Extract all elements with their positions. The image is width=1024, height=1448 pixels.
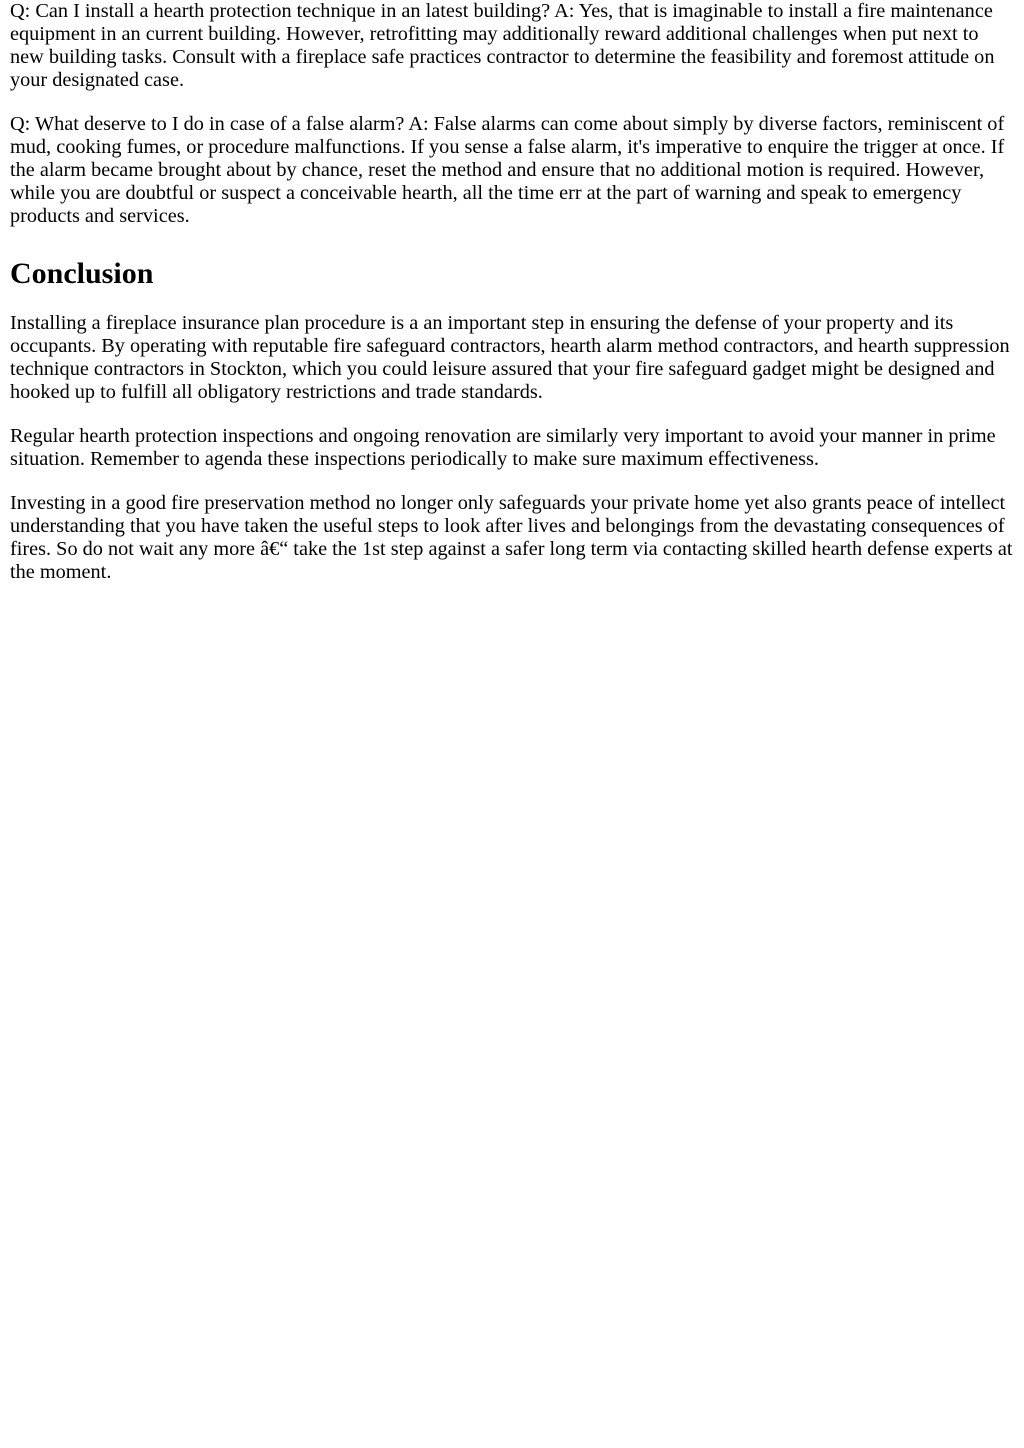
article-body [0, 0, 1024, 584]
conclusion-heading: Conclusion [10, 257, 154, 290]
conclusion-paragraph-1: Installing a fireplace insurance plan procedure is a an important step in ensuring the defense of your property and its occupants. By operating with reputable fire safeguard contractors, hearth alarm method contractors, and hearth suppression technique contractors in Stockton, which you could leisure assured that your fire safeguard gadget might be designed and hooked up to fulfill all obligatory restrictions and trade standards. [10, 312, 1010, 403]
faq-false-alarm: Q: What deserve to I do in case of a false alarm? A: False alarms can come about simply by diverse factors, reminiscent of mud, cooking fumes, or procedure malfunctions. If you sense a false alarm, it's imperative to enquire the trigger at once. If the alarm became brought about by chance, reset the method and ensure that no additional motion is required. However, while you are doubtful or suspect a conceivable hearth, all the time err at the part of warning and speak to emergency products and services. [10, 113, 1005, 227]
faq-install-existing-building: Q: Can I install a hearth protection technique in an latest building? A: Yes, that is imaginable to install a fire maintenance equipment in an current building. However, retrofitting may additionally reward additional challenges when put next to new building tasks. Consult with a fireplace safe practices contractor to determine the feasibility and foremost attitude on your designated case. [10, 0, 995, 91]
conclusion-paragraph-3: Investing in a good fire preservation method no longer only safeguards your private home yet also grants peace of intellect understanding that you have taken the useful steps to look after lives and belongings from the devastating consequences of fires. So do not wait any more â€“ take the 1st step against a safer long term via contacting skilled hearth defense experts at the moment. [10, 492, 1013, 583]
conclusion-paragraph-2: Regular hearth protection inspections and ongoing renovation are similarly very important to avoid your manner in prime situation. Remember to agenda these inspections periodically to make sure maximum effectiveness. [10, 425, 996, 470]
